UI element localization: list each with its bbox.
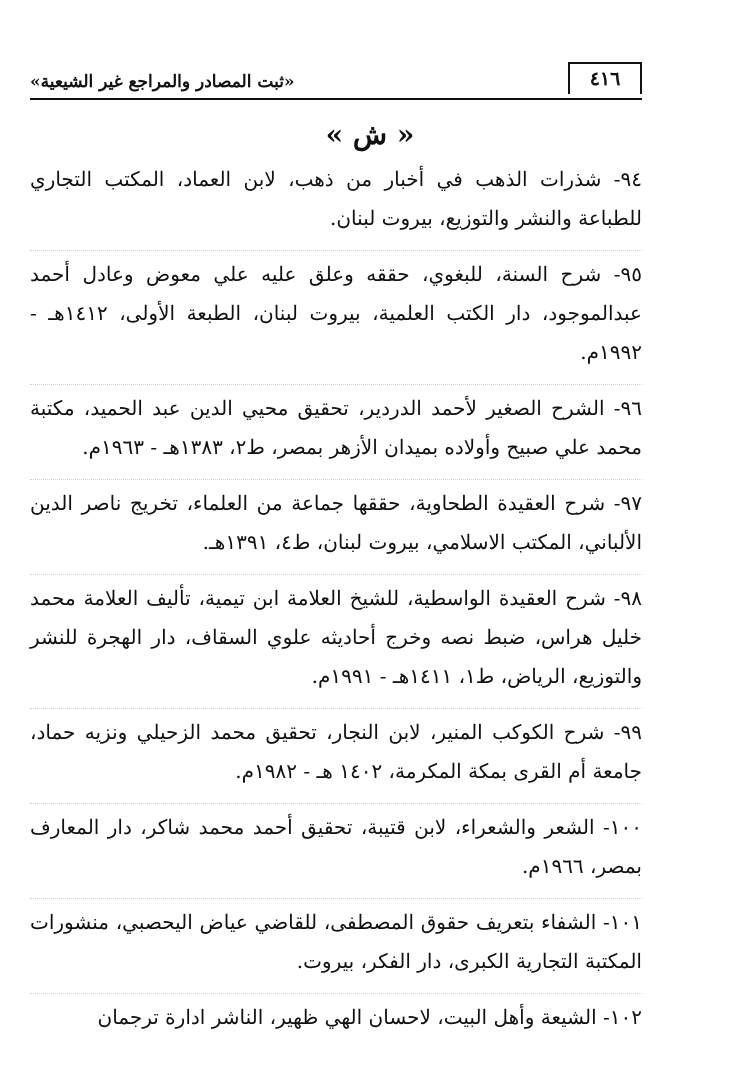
entry-number: ٩٤- xyxy=(613,167,643,191)
entry-text: شرح السنة، للبغوي، حققه وعلق عليه علي معوض وعادل أحمد عبدالموجود، دار الكتب العلمية، بيروت لبنان، الطبعة الأولى، ١٤١٢هـ - ١٩٩٢م. xyxy=(30,262,642,364)
section-letter-heading: « ش » xyxy=(325,118,415,151)
entry-number: ١٠٠- xyxy=(603,815,642,839)
entry-text: شرح الكوكب المنير، لابن النجار، تحقيق محمد الزحيلي ونزيه حماد، جامعة أم القرى بمكة المكرمة، ١٤٠٢ هـ - ١٩٨٢م. xyxy=(30,720,642,783)
bibliography-entry xyxy=(30,808,642,899)
bibliography-entry xyxy=(30,389,642,480)
bibliography-entry xyxy=(30,255,642,385)
entry-text: شرح العقيدة الطحاوية، حققها جماعة من العلماء، تخريج ناصر الدين الألباني، المكتب الاسلامي، بيروت لبنان، ط٤، ١٣٩١هـ. xyxy=(30,491,642,554)
bibliography-entry xyxy=(30,903,642,994)
bibliography-entry xyxy=(30,160,642,251)
bibliography-entry xyxy=(30,484,642,575)
entry-number: ٩٧- xyxy=(613,491,643,515)
bibliography-entry xyxy=(30,579,642,709)
entry-number: ٩٦- xyxy=(613,396,643,420)
entry-text: شذرات الذهب في أخبار من ذهب، لابن العماد، المكتب التجاري للطباعة والنشر والتوزيع، بيروت لبنان. xyxy=(30,167,642,230)
bibliography-entry xyxy=(30,998,642,1049)
entry-text: الشيعة وأهل البيت، لاحسان الهي ظهير، الناشر ادارة ترجمان xyxy=(97,1005,597,1029)
entry-number: ١٠١- xyxy=(603,910,642,934)
page-header xyxy=(30,62,642,98)
entry-text: الشفاء بتعريف حقوق المصطفى، للقاضي عياض اليحصبي، منشورات المكتبة التجارية الكبرى، دار الفكر، بيروت. xyxy=(30,910,642,973)
entry-text: الشعر والشعراء، لابن قتيبة، تحقيق أحمد محمد شاكر، دار المعارف بمصر، ١٩٦٦م. xyxy=(30,815,642,878)
entry-number: ٩٥- xyxy=(613,262,642,286)
header-divider xyxy=(30,98,642,100)
running-header-title: «ثبت المصادر والمراجع غير الشيعية» xyxy=(30,72,295,92)
entry-number: ١٠٢- xyxy=(603,1005,642,1029)
bibliography-entry xyxy=(30,713,642,804)
entry-number: ٩٩- xyxy=(613,720,643,744)
entry-number: ٩٨- xyxy=(613,586,642,610)
page-number: ٤١٦ xyxy=(568,62,642,94)
bibliography-list xyxy=(30,160,642,1053)
entry-text: الشرح الصغير لأحمد الدردير، تحقيق محيي الدين عبد الحميد، مكتبة محمد علي صبيح وأولاده بميدان الأزهر بمصر، ط٢، ١٣٨٣هـ - ١٩٦٣م. xyxy=(30,396,642,459)
entry-text: شرح العقيدة الواسطية، للشيخ العلامة ابن تيمية، تأليف العلامة محمد خليل هراس، ضبط نصه وخرج أحاديثه علوي السقاف، دار الهجرة للنشر والتوزيع، الرياض، ط١، ١٤١١هـ - ١٩٩١م. xyxy=(30,586,642,688)
